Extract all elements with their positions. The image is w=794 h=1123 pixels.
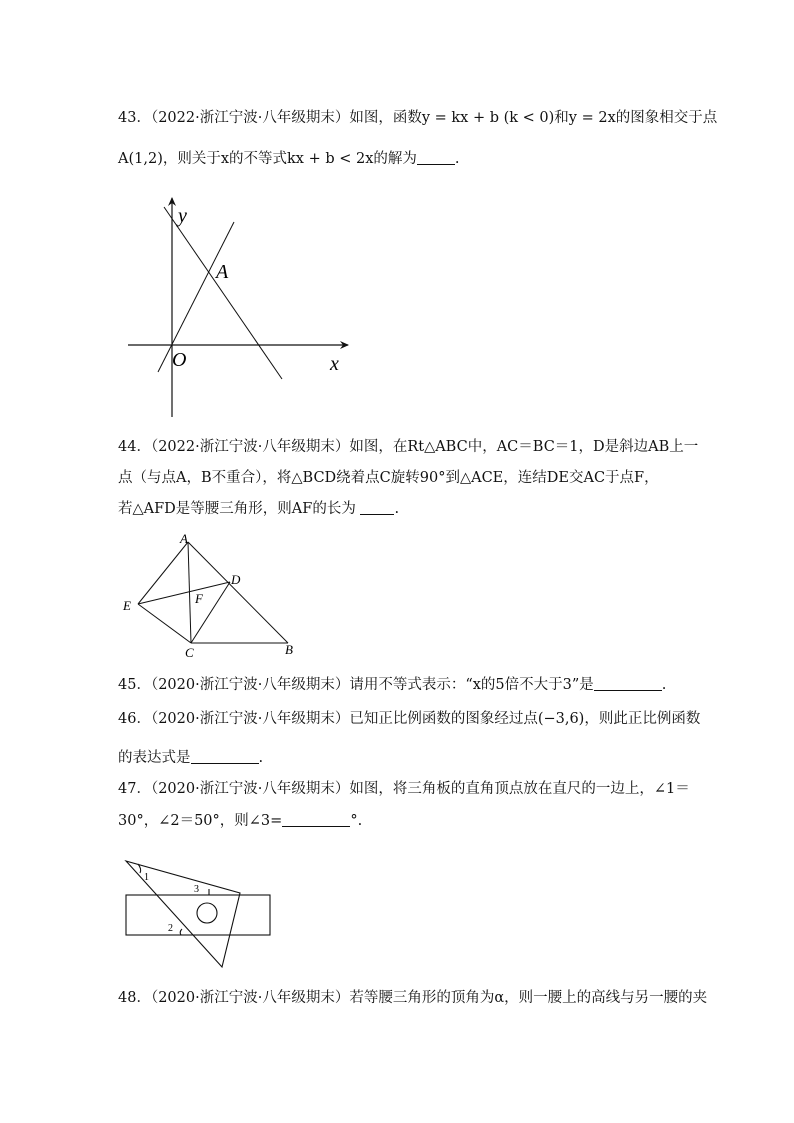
vertex-a-label: A: [180, 531, 188, 546]
angle-3-label: 3: [194, 884, 199, 895]
answer-blank-43[interactable]: [417, 150, 455, 165]
answer-blank-45[interactable]: [594, 676, 662, 691]
problem-44-line-3: [118, 499, 399, 519]
problem-46-line-2: [118, 748, 263, 768]
problem-45-line-1-text: 45．（2020·浙江宁波·八年级期末）请用不等式表示：“x的5倍不大于3”是: [118, 677, 594, 693]
y-axis-label: y: [178, 205, 187, 227]
angle-2-label: 2: [168, 923, 173, 934]
x-axis-label: x: [330, 353, 339, 375]
figure-44-triangle: [118, 530, 308, 660]
origin-label: O: [172, 349, 187, 371]
figure-43-graph: [120, 192, 360, 422]
problem-47-line-2-end: °.: [350, 813, 363, 829]
problem-43-line-2-text: A(1,2)，则关于x的不等式kx + b < 2x的解为: [118, 151, 417, 167]
problem-46-line-2-end: .: [258, 750, 264, 766]
problem-44-line-1: 44．（2022·浙江宁波·八年级期末）如图，在Rt△ABC中，AC＝BC＝1，D是斜边AB上一: [118, 439, 699, 455]
answer-blank-44[interactable]: [360, 500, 394, 515]
problem-43-line-2-end: .: [454, 151, 460, 167]
ruler-hole: [197, 903, 217, 923]
problem-48-line-1: 48．（2020·浙江宁波·八年级期末）若等腰三角形的顶角为α，则一腰上的高线与另一腰的夹: [118, 990, 708, 1006]
vertex-d-label: D: [231, 572, 241, 587]
problem-44-line-3-end: .: [394, 501, 400, 517]
vertex-c-label: C: [185, 645, 194, 660]
ruler: [126, 895, 270, 935]
vertex-f-label: F: [195, 591, 203, 606]
problem-46-line-1: 46．（2020·浙江宁波·八年级期末）已知正比例函数的图象经过点(−3,6)，则此正比例函数: [118, 711, 701, 727]
answer-blank-46[interactable]: [191, 749, 259, 764]
vertex-b-label: B: [285, 642, 293, 657]
vertex-e-label: E: [123, 598, 131, 613]
angle-1-label: 1: [144, 872, 149, 883]
figure-47-ruler-triangle: [120, 855, 280, 975]
problem-44-line-2: 点（与点A，B不重合），将△BCD绕着点C旋转90°到△ACE，连结DE交AC于点F，: [118, 470, 659, 486]
problem-45-line-1: [118, 675, 666, 695]
problem-44-line-3-text: 若△AFD是等腰三角形，则AF的长为: [118, 501, 356, 517]
problem-47-line-2-text: 30°，∠2＝50°，则∠3=: [118, 813, 283, 829]
line-y-2x: [158, 222, 234, 372]
answer-blank-47[interactable]: [282, 812, 350, 827]
problem-47-line-2: [118, 811, 362, 831]
problem-43-line-2: [118, 149, 460, 169]
problem-45-line-1-end: .: [661, 677, 667, 693]
problem-43-line-1: 43．（2022·浙江宁波·八年级期末）如图，函数y = kx + b (k < 0)和y = 2x的图象相交于点: [118, 110, 718, 126]
problem-47-line-1: 47．（2020·浙江宁波·八年级期末）如图，将三角板的直角顶点放在直尺的一边上，∠1＝: [118, 781, 690, 797]
problem-46-line-2-text: 的表达式是: [118, 750, 191, 766]
point-a-label: A: [216, 261, 229, 283]
